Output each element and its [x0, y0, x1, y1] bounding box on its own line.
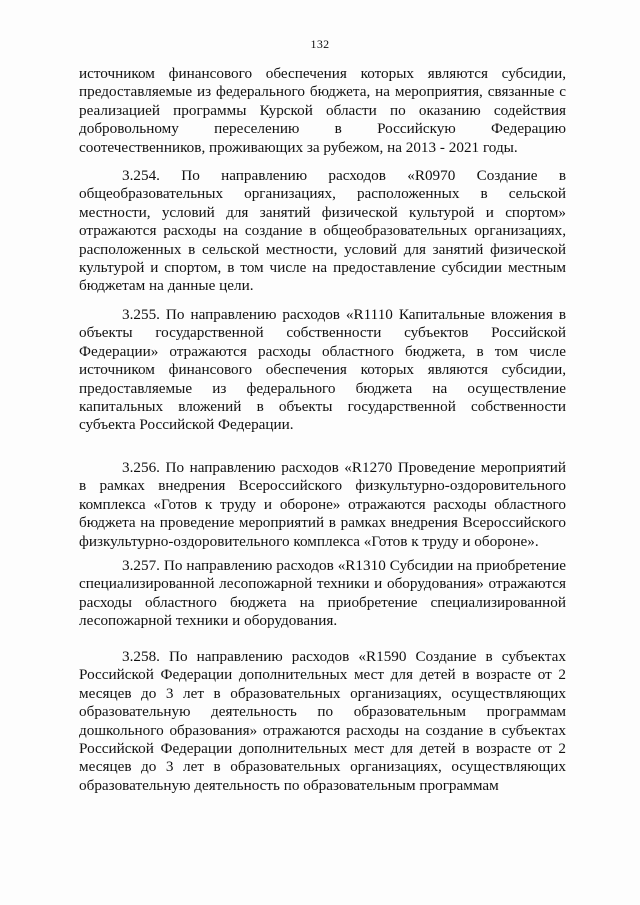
- paragraph-3-258: [79, 648, 566, 795]
- paragraph-3-256: [79, 459, 566, 551]
- paragraph-text: источником финансового обеспечения которых являются субсидии, предоставляемые из федерального бюджета, на мероприятия, связанные с реализацией программы Курской области по оказанию содействия добровольному переселению в Российскую Федерацию соотечественников, проживающих за рубежом, на 2013 - 2021 годы.: [79, 65, 566, 156]
- paragraph-3-257: [79, 557, 566, 631]
- paragraph-text: 3.258. По направлению расходов «R1590 Создание в субъектах Российской Федерации дополнительных мест для детей в возрасте от 2 месяцев до 3 лет в образовательных организациях, осуществляющих образовательную деятельность по образовательным программам дошкольного образования» отражаются расходы на создание в субъектах Российской Федерации дополнительных мест для детей в возрасте от 2 месяцев до 3 лет в образовательных организациях, осуществляющих образовательную деятельность по образовательным программам: [79, 648, 566, 794]
- page-number: 132: [310, 37, 330, 51]
- paragraph-3-255: [79, 306, 566, 435]
- paragraph-text: 3.256. По направлению расходов «R1270 Проведение мероприятий в рамках внедрения Всероссийского физкультурно-оздоровительного комплекса «Готов к труду и обороне» отражаются расходы областного бюджета на проведение мероприятий в рамках внедрения Всероссийского физкультурно-оздоровительного комплекса «Готов к труду и обороне».: [79, 459, 566, 550]
- paragraph-text: 3.254. По направлению расходов «R0970 Создание в общеобразовательных организациях, расположенных в сельской местности, условий для занятий физической культурой и спортом» отражаются расходы на создание в общеобразовательных организациях, расположенных в сельской местности, условий для занятий физической культурой и спортом, в том числе на предоставление субсидии местным бюджетам на данные цели.: [79, 167, 566, 295]
- paragraph-text: 3.257. По направлению расходов «R1310 Субсидии на приобретение специализированной лесопожарной техники и оборудования» отражаются расходы областного бюджета на приобретение специализированной лесопожарной техники и оборудования.: [79, 557, 566, 630]
- paragraph-3-254: [79, 167, 566, 296]
- paragraph-text: 3.255. По направлению расходов «R1110 Капитальные вложения в объекты государственной собственности субъектов Российской Федерации» отражаются расходы областного бюджета, в том числе источником финансового обеспечения которых являются субсидии, предоставляемые из федерального бюджета на осуществление капитальных вложений в объекты государственной собственности субъекта Российской Федерации.: [79, 306, 566, 434]
- paragraph-continuation: [79, 65, 566, 157]
